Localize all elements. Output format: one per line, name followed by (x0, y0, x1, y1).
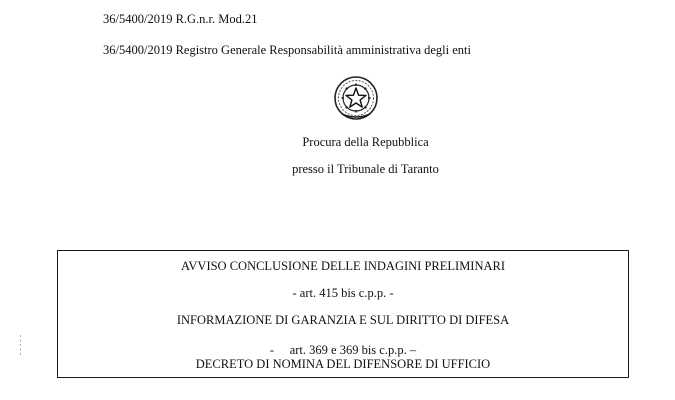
italian-republic-emblem-icon (332, 74, 380, 122)
ref-mod21: 36/5400/2019 R.G.n.r. Mod.21 (103, 12, 258, 26)
notice-box (57, 250, 629, 378)
decree-title: DECRETO DI NOMINA DEL DIFENSORE DI UFFICIO (195, 357, 491, 371)
article-369: - art. 369 e 369 bis c.p.p. – (269, 343, 417, 357)
prosecutor-office: Procura della Repubblica (302, 135, 429, 149)
ref-registro-generale: 36/5400/2019 Registro Generale Responsabilità amministrativa degli enti (103, 43, 471, 57)
article-415: - art. 415 bis c.p.p. - (292, 286, 394, 300)
notice-title: AVVISO CONCLUSIONE DELLE INDAGINI PRELIMINARI (180, 259, 506, 273)
court-name: presso il Tribunale di Taranto (292, 162, 439, 176)
margin-mark (19, 335, 22, 357)
guarantee-info-title: INFORMAZIONE DI GARANZIA E SUL DIRITTO DI DIFESA (176, 313, 510, 327)
